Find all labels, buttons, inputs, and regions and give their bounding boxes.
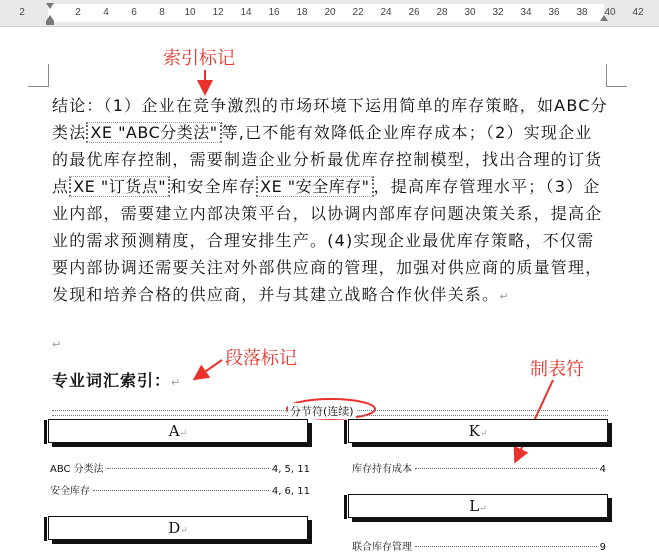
letter-box-edge (344, 495, 347, 519)
ruler-label: 2 (19, 7, 25, 18)
index-entry-term: ABC 分类法 (50, 464, 104, 475)
ruler-label: 18 (296, 7, 308, 18)
paragraph-mark: ↵ (171, 376, 181, 389)
index-letter: A (168, 422, 180, 440)
index-letter: K (468, 422, 480, 440)
conclusion-paragraph[interactable] (52, 92, 608, 310)
first-line-indent-marker[interactable] (46, 3, 54, 9)
ruler-label: 14 (240, 7, 252, 18)
ruler-label: 34 (520, 7, 532, 18)
ruler-label: 22 (352, 7, 364, 18)
crop-mark-top-right (606, 64, 627, 87)
ruler-label: 28 (436, 7, 448, 18)
ruler-label: 26 (408, 7, 420, 18)
index-heading-text: 专业词汇索引： (52, 371, 172, 390)
ruler-label: 30 (464, 7, 476, 18)
paragraph-text: 等,已不能有效降低企业库存成本；（2）实现企业的最优库存控制，需要制造企业分析最优库存控制模型，找出合理的订货点 (52, 123, 603, 196)
paragraph-text: 结论：（1）企业在竞争激烈的市场环境下运用简单的库存策略，如ABC分类法 (52, 96, 608, 142)
index-letter: L (469, 497, 480, 515)
index-entry-pages: 4, 5, 11 (271, 464, 310, 475)
ruler-label: 32 (492, 7, 504, 18)
index-entry-term: 安全库存 (50, 486, 90, 497)
paragraph-text: ，提高库存管理水平；（3）企业内部，需要建立内部决策平台，以协调内部库存问题决策关系，提高企业的需求预测精度，合理安排生产。(4)实现企业最优库存策略，不仅需要内部协调还需要关注对外部供应商的管理，加强对供应商的质量管理，发现和培养合格的供应商，并与其建立战略合作伙伴关系。 (52, 177, 603, 304)
left-indent-marker[interactable] (46, 21, 54, 25)
index-letter-heading-k[interactable] (348, 419, 608, 443)
index-entry-term: 库存持有成本 (352, 464, 412, 475)
ruler-label: 16 (268, 7, 280, 18)
index-entry[interactable] (50, 482, 310, 497)
index-entry-term: 联合库存管理 (352, 542, 412, 553)
tab-char-callout: 制表符 (530, 359, 584, 380)
paragraph-mark: ↵ (499, 290, 509, 303)
index-letter: D (168, 519, 181, 537)
ruler-label: 12 (212, 7, 224, 18)
ruler-label: 42 (632, 7, 644, 18)
ruler-label: 20 (324, 7, 336, 18)
right-indent-marker[interactable] (600, 15, 608, 21)
index-mark-callout: 索引标记 (163, 48, 235, 69)
ruler-label: 40 (604, 7, 616, 18)
paragraph-mark: ↵ (179, 429, 188, 439)
paragraph-mark: ↵ (180, 526, 188, 536)
index-field-code[interactable]: XE "安全库存" (256, 176, 373, 197)
empty-paragraph-mark: ↵ (52, 338, 62, 351)
index-letter-heading-a[interactable] (48, 419, 308, 443)
ruler-label: 6 (131, 7, 137, 18)
index-entry[interactable] (352, 460, 606, 475)
letter-box-edge (344, 420, 347, 444)
index-letter-heading-d[interactable] (48, 516, 308, 540)
paragraph-text: 和安全库存 (170, 177, 257, 196)
index-entry[interactable] (50, 460, 310, 475)
paragraph-mark-arrow (196, 360, 222, 378)
index-heading[interactable] (52, 368, 180, 391)
ruler-label: 2 (75, 7, 81, 18)
ruler-label: 4 (103, 7, 109, 18)
ruler-label: 10 (184, 7, 196, 18)
tab-leader (93, 490, 269, 491)
ruler-label: 24 (380, 7, 392, 18)
index-entry-pages: 9 (599, 542, 606, 553)
index-entry-pages: 4, 6, 11 (271, 486, 310, 497)
tab-leader (415, 468, 597, 469)
crop-mark-top-left (28, 64, 49, 87)
ruler-label: 36 (548, 7, 560, 18)
paragraph-mark: ↵ (479, 429, 488, 439)
index-field-code[interactable]: XE "订货点" (69, 176, 170, 197)
letter-box-edge (44, 420, 47, 444)
tab-leader (107, 468, 269, 469)
paragraph-mark-callout: 段落标记 (225, 348, 297, 369)
index-letter-heading-l[interactable] (348, 494, 608, 518)
letter-box-edge (44, 517, 47, 541)
paragraph-mark: ↵ (479, 504, 487, 514)
section-break-label: 分节符(连续) (290, 405, 354, 418)
horizontal-ruler[interactable] (0, 0, 659, 27)
ruler-label: 8 (159, 7, 165, 18)
tab-leader (415, 546, 597, 547)
ruler-label: 38 (576, 7, 588, 18)
index-field-code[interactable]: XE "ABC分类法" (86, 122, 221, 143)
index-entry[interactable] (352, 538, 606, 553)
index-entry-pages: 4 (599, 464, 606, 475)
